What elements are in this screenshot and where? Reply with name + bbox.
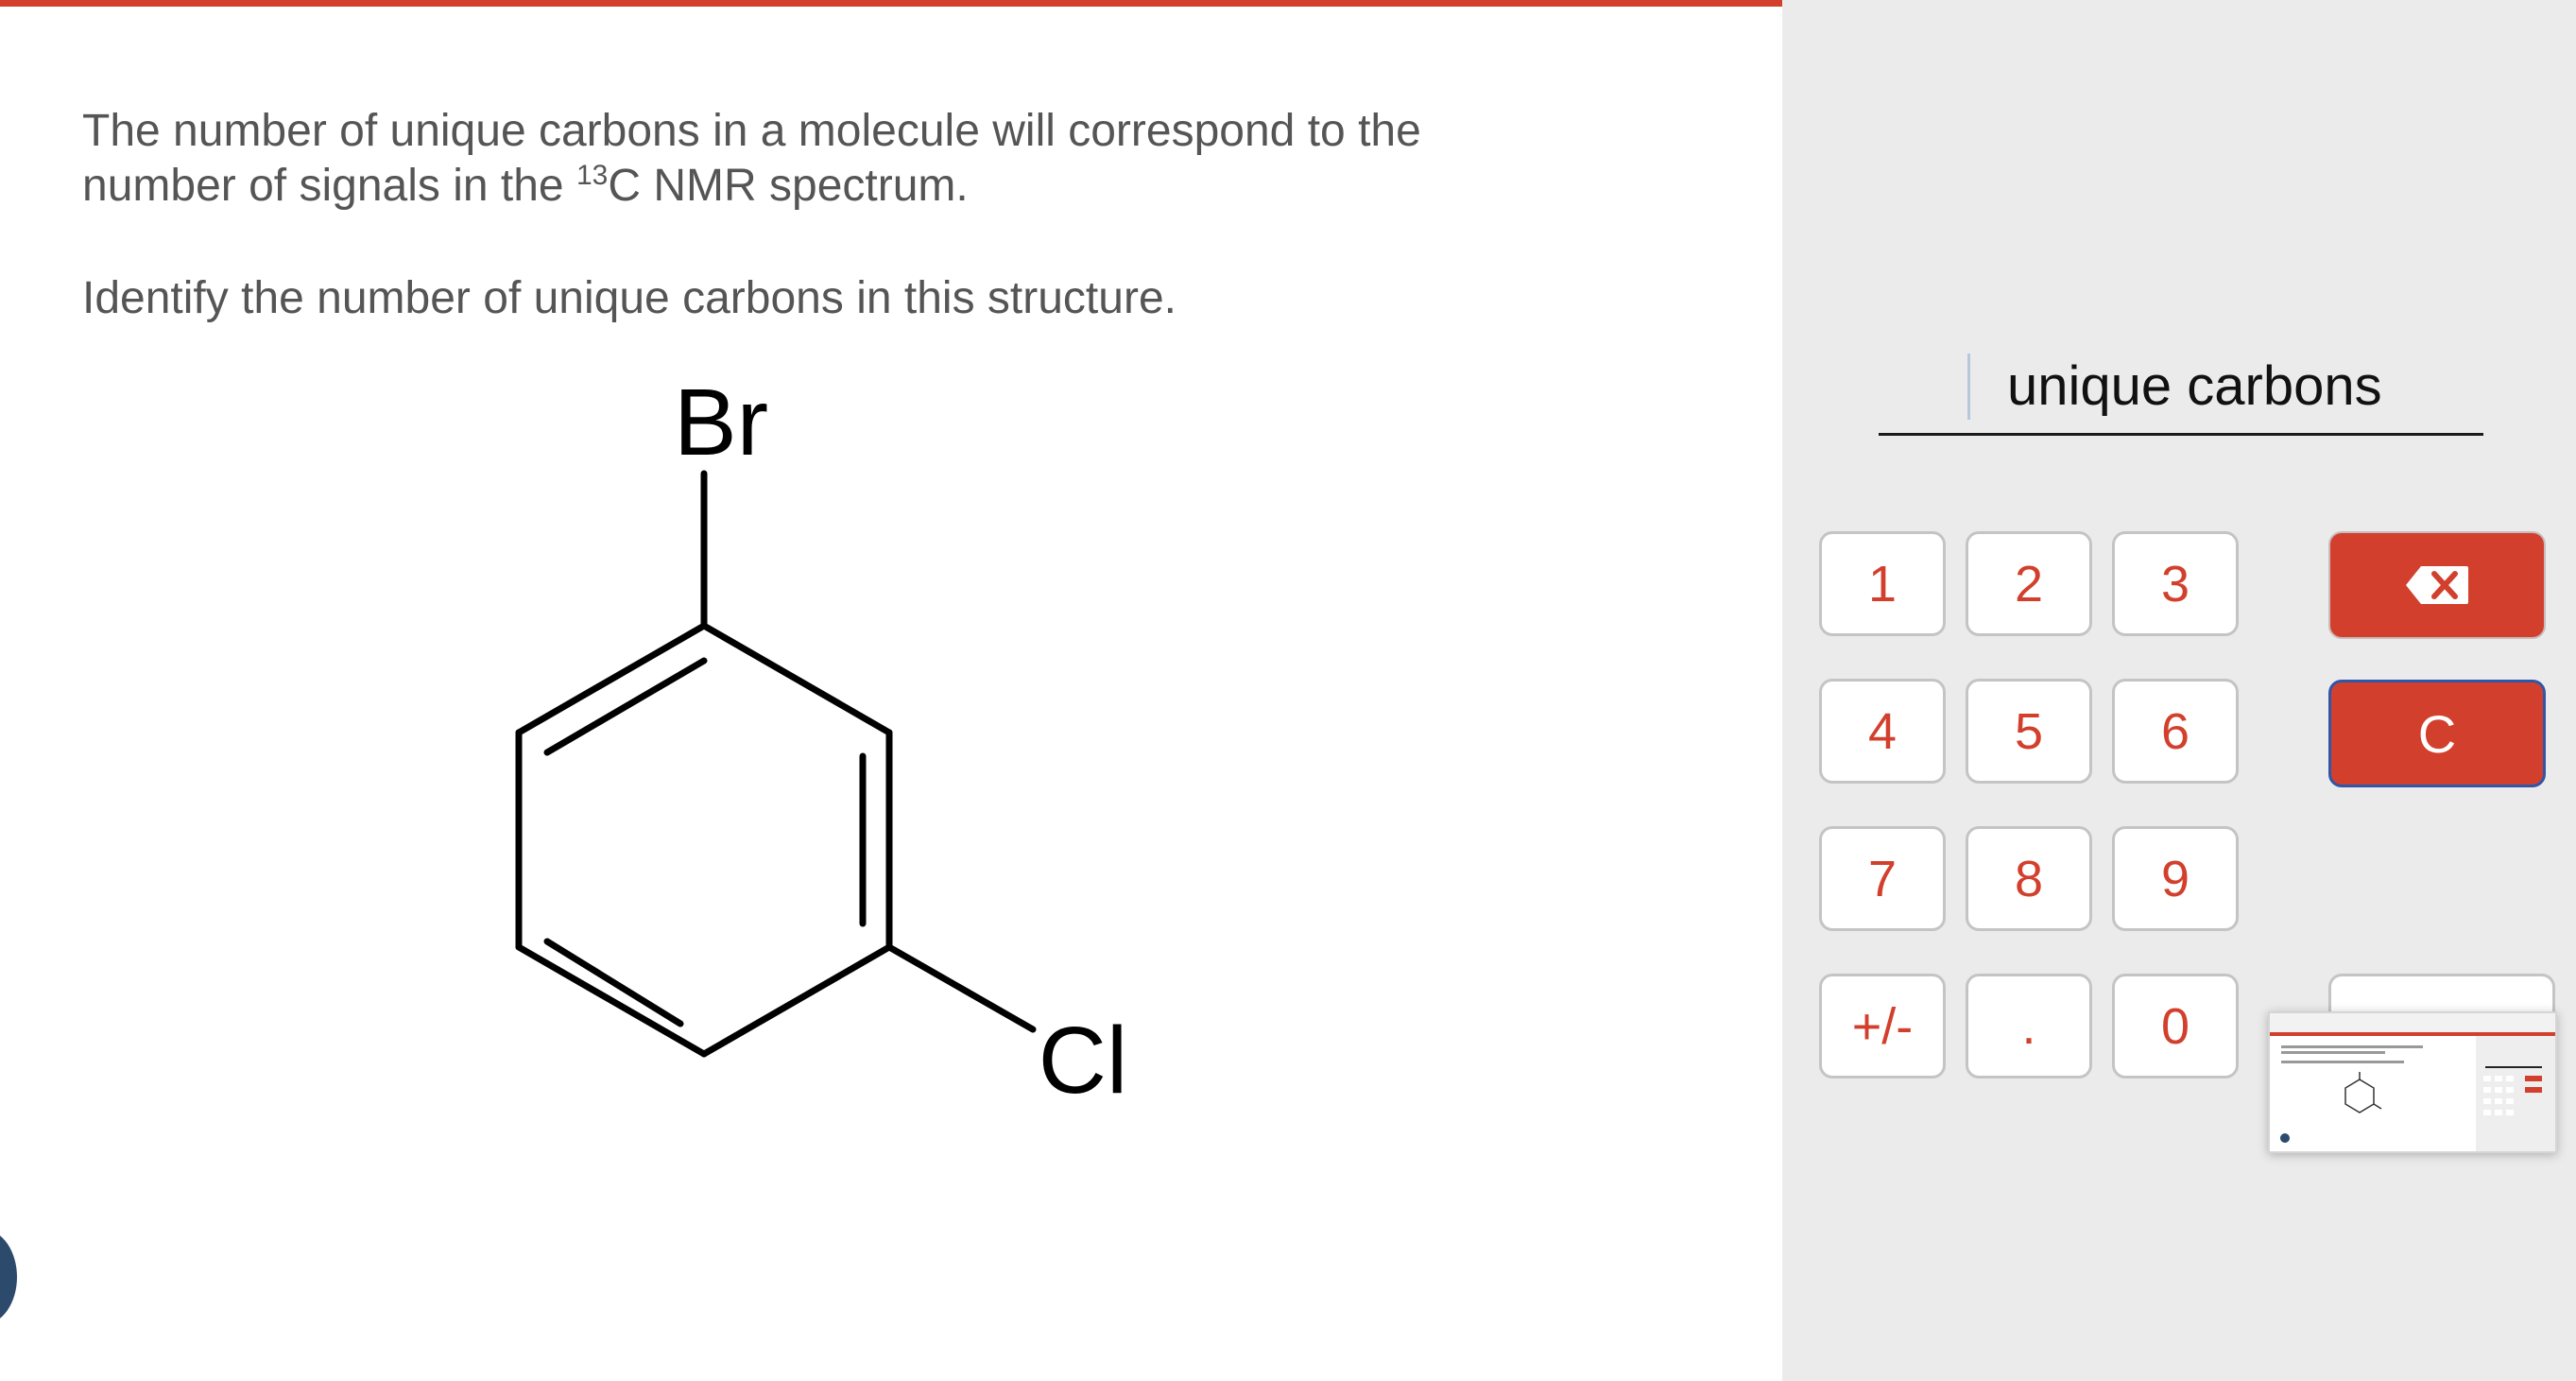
bond-c4-c5 bbox=[519, 947, 704, 1054]
key-plus-minus[interactable]: +/- bbox=[1819, 974, 1946, 1079]
text-caret bbox=[1967, 354, 1970, 420]
answer-input[interactable] bbox=[1879, 340, 2483, 436]
key-3[interactable]: 3 bbox=[2112, 531, 2239, 636]
key-decimal[interactable]: . bbox=[1966, 974, 2092, 1079]
isotope-superscript: 13 bbox=[575, 160, 609, 191]
bond-c3-cl bbox=[889, 947, 1033, 1029]
key-5[interactable]: 5 bbox=[1966, 679, 2092, 784]
key-7[interactable]: 7 bbox=[1819, 826, 1946, 931]
atom-label-br: Br bbox=[674, 370, 768, 475]
question-line-1: The number of unique carbons in a molecule will correspond to the bbox=[82, 106, 1421, 156]
key-8[interactable]: 8 bbox=[1966, 826, 2092, 931]
question-line-2b: C NMR spectrum. bbox=[608, 161, 969, 211]
unit-label: unique carbons bbox=[2007, 355, 2382, 417]
molecule-structure bbox=[0, 7, 1782, 1381]
key-4[interactable]: 4 bbox=[1819, 679, 1946, 784]
clear-button[interactable]: C bbox=[2328, 680, 2546, 787]
key-2[interactable]: 2 bbox=[1966, 531, 2092, 636]
question-line-2a: number of signals in the bbox=[82, 161, 576, 211]
screenshot-thumbnail[interactable] bbox=[2268, 1011, 2557, 1153]
key-6[interactable]: 6 bbox=[2112, 679, 2239, 784]
backspace-icon bbox=[2404, 564, 2470, 606]
key-0[interactable]: 0 bbox=[2112, 974, 2239, 1079]
atom-label-cl: Cl bbox=[1038, 1008, 1128, 1113]
bond-c1-c2 bbox=[704, 626, 889, 733]
question-panel bbox=[0, 7, 1782, 1381]
bond-c4-c5-inner bbox=[547, 941, 680, 1024]
key-1[interactable]: 1 bbox=[1819, 531, 1946, 636]
bond-c3-c4 bbox=[704, 947, 889, 1054]
key-9[interactable]: 9 bbox=[2112, 826, 2239, 931]
backspace-button[interactable] bbox=[2328, 531, 2546, 639]
thumbnail-preview-image bbox=[2270, 1013, 2555, 1151]
question-prompt: Identify the number of unique carbons in this structure. bbox=[82, 273, 1176, 323]
